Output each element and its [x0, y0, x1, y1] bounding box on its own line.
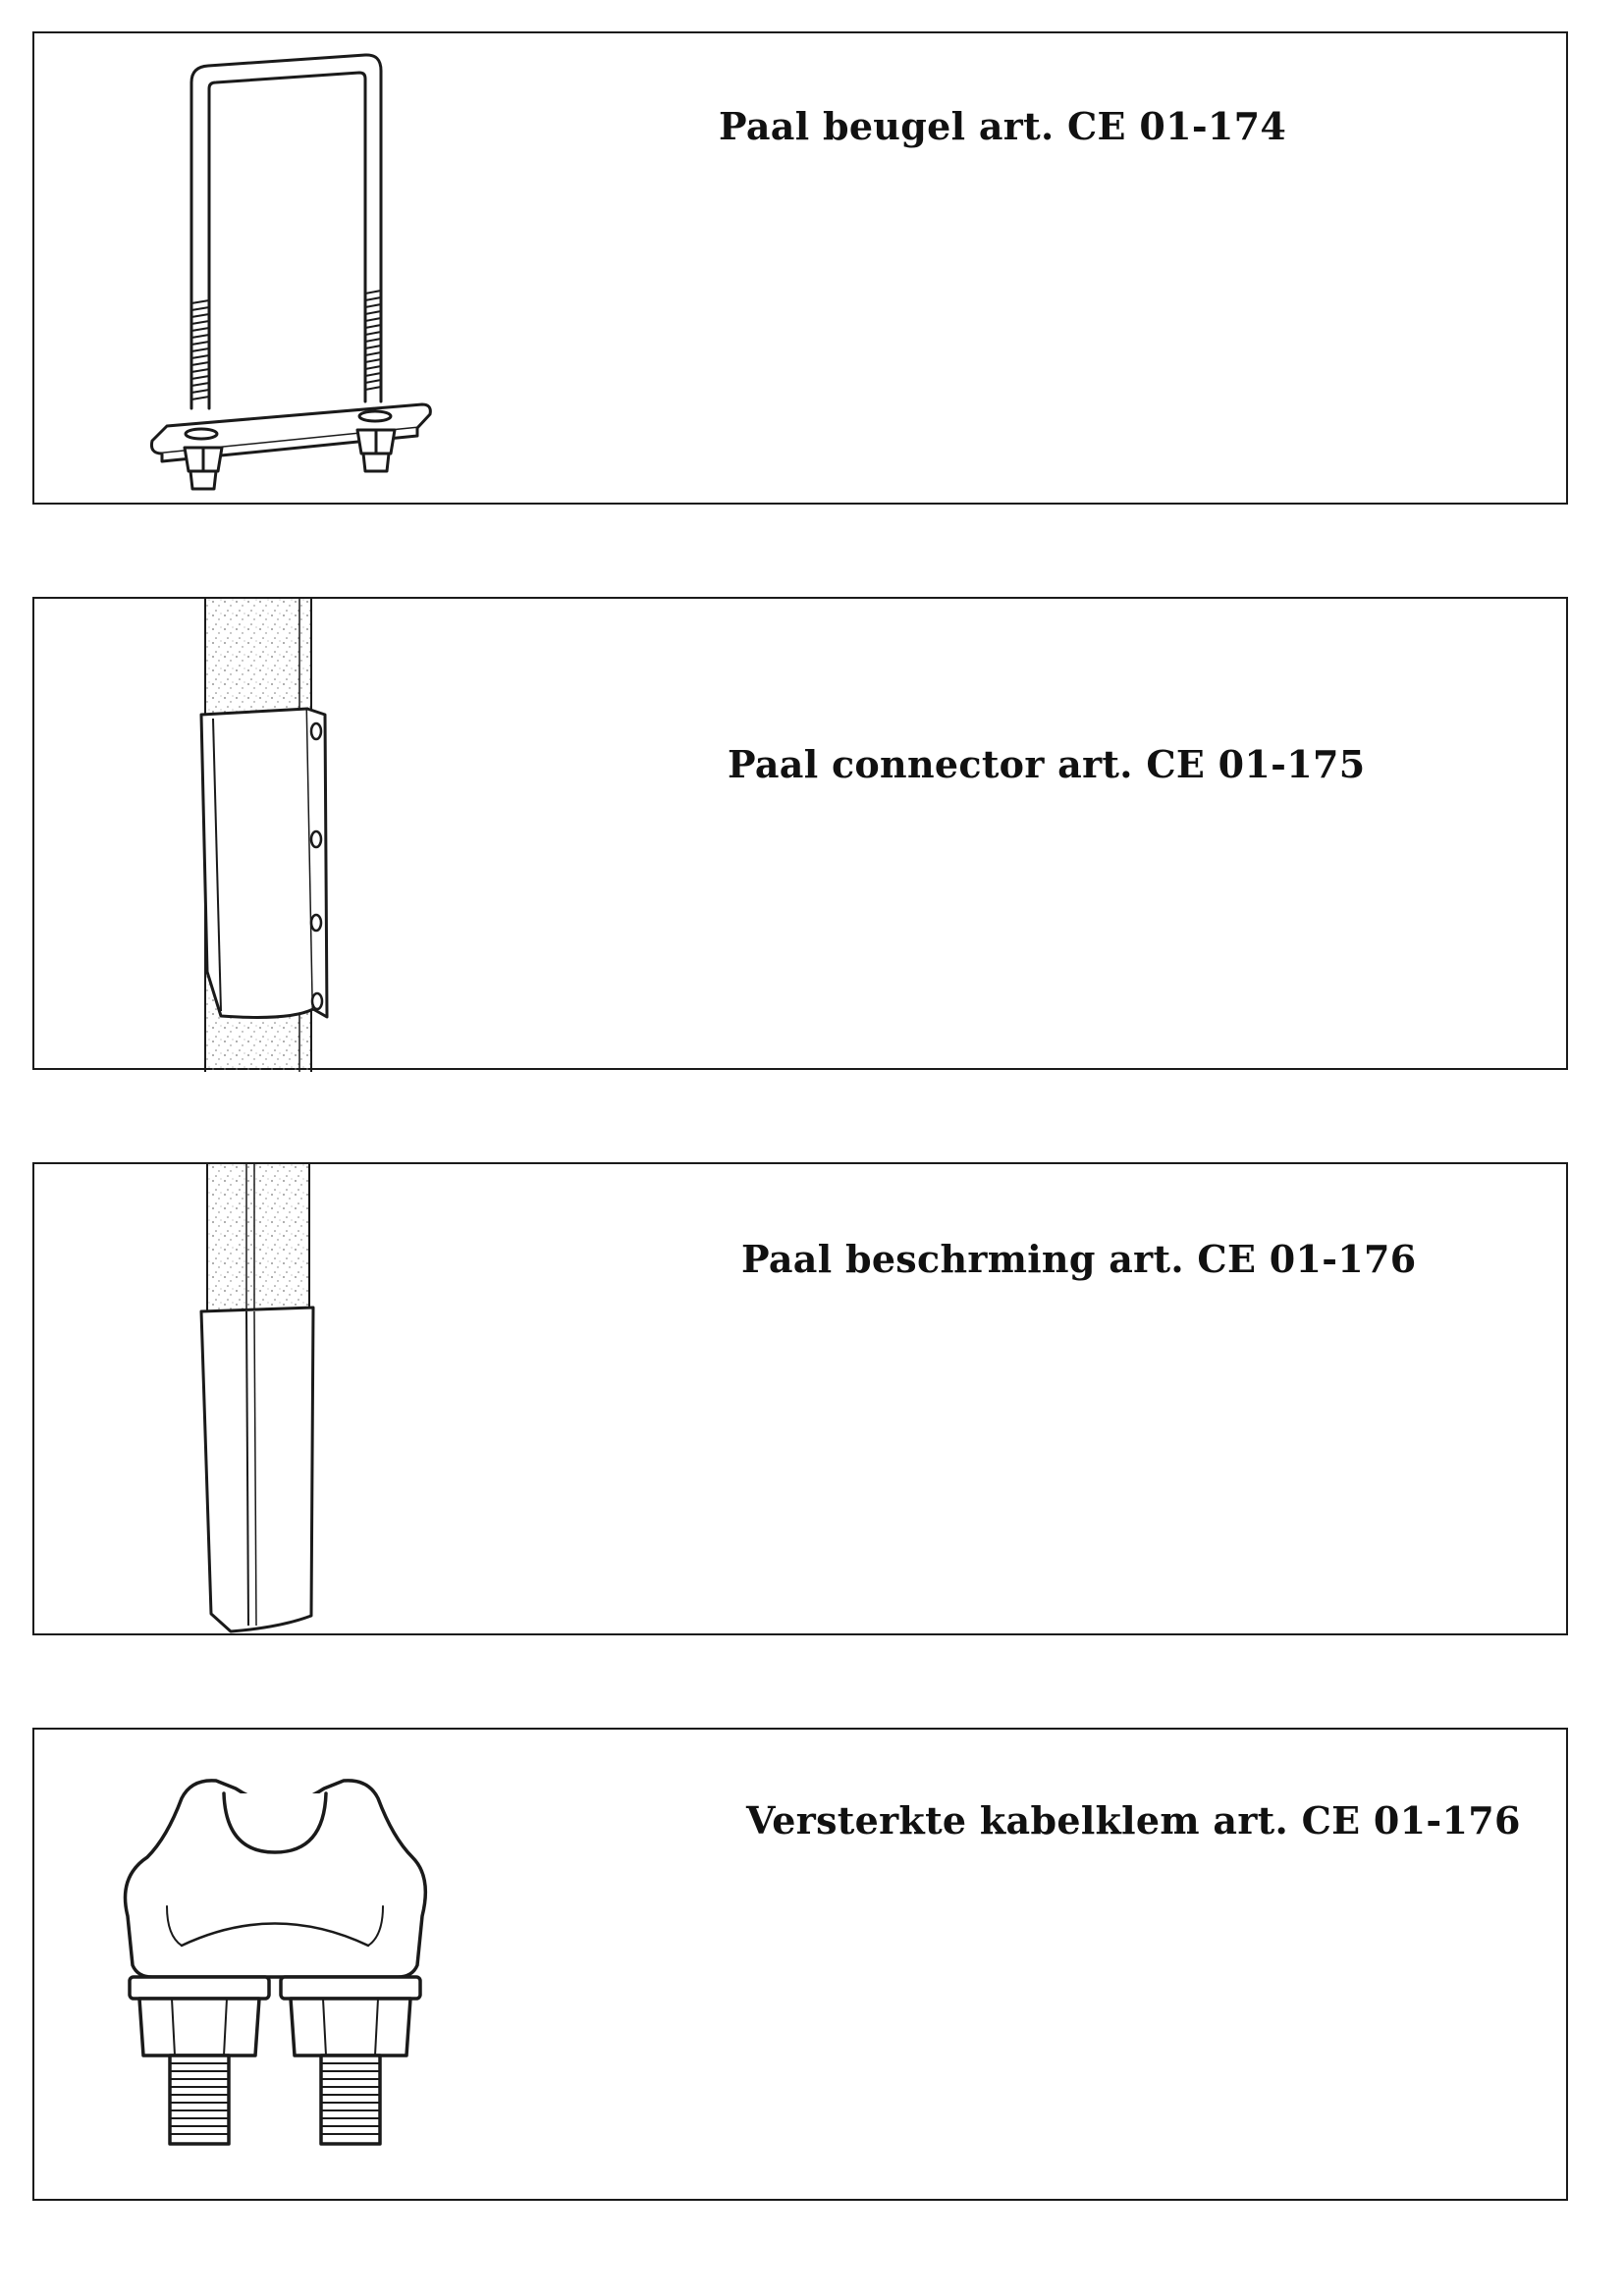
post-protector-icon [152, 1164, 349, 1637]
product-title: Versterkte kabelklem art. CE 01-176 [746, 1798, 1521, 1842]
post-connector-icon [152, 599, 349, 1072]
product-card-paal-connector [32, 597, 1568, 1070]
u-bolt-bracket-icon [108, 43, 461, 505]
product-card-versterkte-kabelklem [32, 1728, 1568, 2201]
product-card-paal-beugel [32, 31, 1568, 505]
wire-rope-clip-icon [108, 1769, 442, 2162]
product-title: Paal beschrming art. CE 01-176 [741, 1237, 1417, 1281]
product-title: Paal connector art. CE 01-175 [728, 742, 1366, 786]
product-title: Paal beugel art. CE 01-174 [719, 104, 1287, 148]
product-card-paal-beschrming [32, 1162, 1568, 1635]
